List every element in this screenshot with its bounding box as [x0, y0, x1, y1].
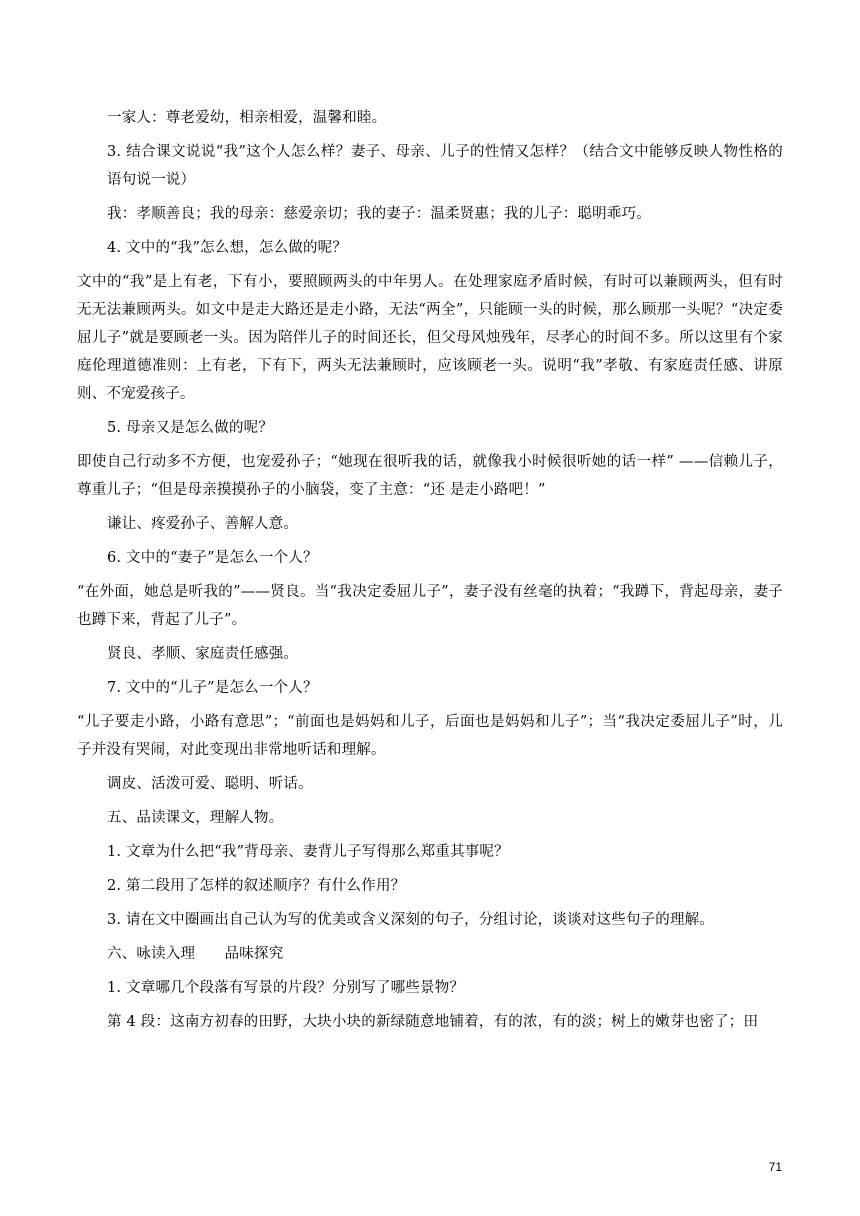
paragraph: 2. 第二段用了怎样的叙述顺序？有什么作用？ [107, 878, 406, 894]
paragraph: 3. 结合课文说说“我”这个人怎么样？妻子、母亲、儿子的性情又怎样？（结合文中能够反映人物性格的语句说一说） [107, 144, 783, 188]
paragraph: 5. 母亲又是怎么做的呢？ [107, 420, 274, 436]
paragraph: 4. 文中的“我”怎么想，怎么做的呢？ [107, 240, 348, 256]
paragraph: 1. 文章为什么把“我”背母亲、妻背儿子写得那么郑重其事呢？ [107, 844, 509, 860]
paragraph: “在外面，她总是听我的”——贤良。当“我决定委屈儿子”，妻子没有丝毫的执着；“我蹲下，背起母亲，妻子也蹲下来，背起了儿子”。 [77, 584, 783, 628]
page-number: 71 [768, 1160, 782, 1174]
paragraph: 第 4 段：这南方初春的田野，大块小块的新绿随意地铺着，有的浓，有的淡；树上的嫩芽也密了；田 [107, 1014, 759, 1030]
paragraph: “儿子要走小路，小路有意思”；“前面也是妈妈和儿子，后面也是妈妈和儿子”；当“我决定委屈儿子”时，儿子并没有哭闹，对此变现出非常地听话和理解。 [77, 714, 783, 758]
paragraph: 调皮、活泼可爱、聪明、听话。 [107, 776, 313, 792]
paragraph: 贤良、孝顺、家庭责任感强。 [107, 646, 299, 662]
paragraph: 六、咏读入理 品味探究 [107, 946, 284, 962]
paragraph: 一家人：尊老爱幼，相亲相爱，温馨和睦。 [107, 110, 387, 126]
paragraph: 1. 文章哪几个段落有写景的片段？分别写了哪些景物？ [107, 980, 465, 996]
paragraph: 我：孝顺善良；我的母亲：慈爱亲切；我的妻子：温柔贤惠；我的儿子：聪明乖巧。 [107, 206, 651, 222]
paragraph: 3. 请在文中圈画出自己认为写的优美或含义深刻的句子，分组讨论，谈谈对这些句子的理解。 [107, 912, 715, 928]
paragraph: 文中的“我”是上有老，下有小，要照顾两头的中年男人。在处理家庭矛盾时候，有时可以兼顾两头，但有时无无法兼顾两头。如文中是走大路还是走小路，无法“两全”，只能顾一头的时候，那么顾那一头呢？“决定委屈儿子”就是要顾老一头。因为陪伴儿子的时间还长，但父母风烛残年，尽孝心的时间不多。所以这里有个家庭伦理道德准则：上有老，下有下，两头无法兼顾时，应该顾老一头。说明“我”孝敬、有家庭责任感、讲原则、不宠爱孩子。 [77, 274, 783, 402]
paragraph: 即使自己行动多不方便，也宠爱孙子；“她现在很听我的话，就像我小时候很听她的话一样” ——信赖儿子，尊重儿子；“但是母亲摸摸孙子的小脑袋，变了主意：“还 是走小路吧！” [77, 454, 783, 498]
paragraph: 7. 文中的“儿子”是怎么一个人？ [107, 680, 318, 696]
page-body [77, 104, 783, 1042]
paragraph: 谦让、疼爱孙子、善解人意。 [107, 516, 299, 532]
paragraph: 6. 文中的“妻子”是怎么一个人？ [107, 550, 318, 566]
paragraph: 五、品读课文，理解人物。 [107, 810, 284, 826]
